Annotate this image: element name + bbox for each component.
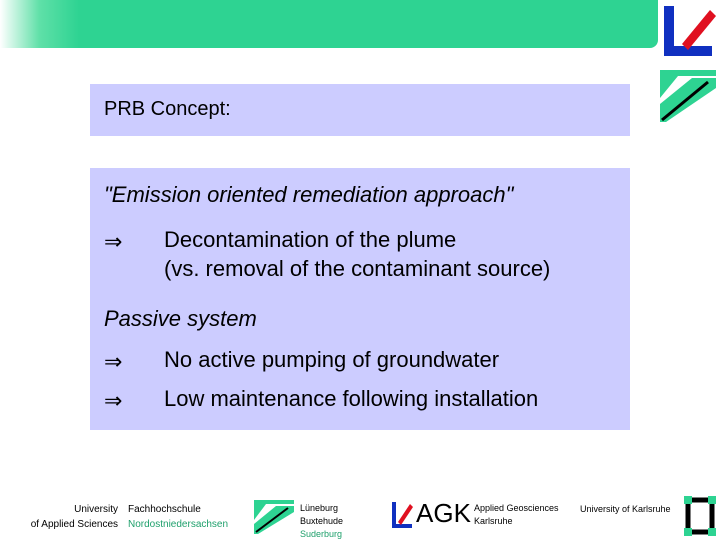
university-logo-icon: [660, 2, 716, 58]
content-box: [90, 168, 630, 430]
bullet-no-pumping: No active pumping of groundwater: [164, 347, 500, 372]
footer-city-buxtehude: Buxtehude: [300, 516, 344, 526]
footer: [0, 490, 720, 540]
heading-emission: "Emission oriented remediation approach": [104, 182, 514, 207]
title-box: [90, 84, 630, 136]
footer-city-suderburg: Suderburg: [300, 529, 343, 539]
header-bar: [0, 0, 658, 48]
arrow-icon: ⇒: [104, 230, 123, 255]
footer-applied-line1: Applied Geosciences: [474, 503, 559, 513]
footer-cities: [300, 502, 343, 540]
karlsruhe-logo-icon: [684, 494, 716, 538]
footer-uni-line2: of Applied Sciences: [30, 519, 118, 530]
fh-footer-logo-icon: [252, 498, 296, 536]
footer-agk: AGK: [416, 498, 471, 528]
footer-university-karlsruhe: University of Karlsruhe: [580, 504, 671, 514]
footer-fachhochschule: [128, 502, 228, 532]
footer-applied-geosciences: [474, 502, 559, 528]
arrow-icon: ⇒: [104, 350, 123, 375]
footer-fh-line2: Nordostniedersachsen: [128, 519, 229, 530]
arrow-icon: ⇒: [104, 389, 123, 414]
footer-uni-line1: University: [74, 504, 118, 515]
heading-passive: Passive system: [104, 306, 257, 331]
bullet-decontamination-note: (vs. removal of the contaminant source): [164, 256, 551, 281]
agk-logo-icon: [390, 498, 414, 530]
footer-city-luneburg: Lüneburg: [300, 503, 339, 513]
footer-applied-line2: Karlsruhe: [474, 516, 513, 526]
page-title: PRB Concept:: [104, 98, 231, 120]
bullet-decontamination: Decontamination of the plume: [164, 227, 457, 252]
footer-university: [0, 502, 118, 532]
footer-fh-line1: Fachhochschule: [128, 504, 201, 515]
fh-logo-icon: [658, 68, 718, 124]
bullet-low-maintenance: Low maintenance following installation: [164, 386, 539, 411]
